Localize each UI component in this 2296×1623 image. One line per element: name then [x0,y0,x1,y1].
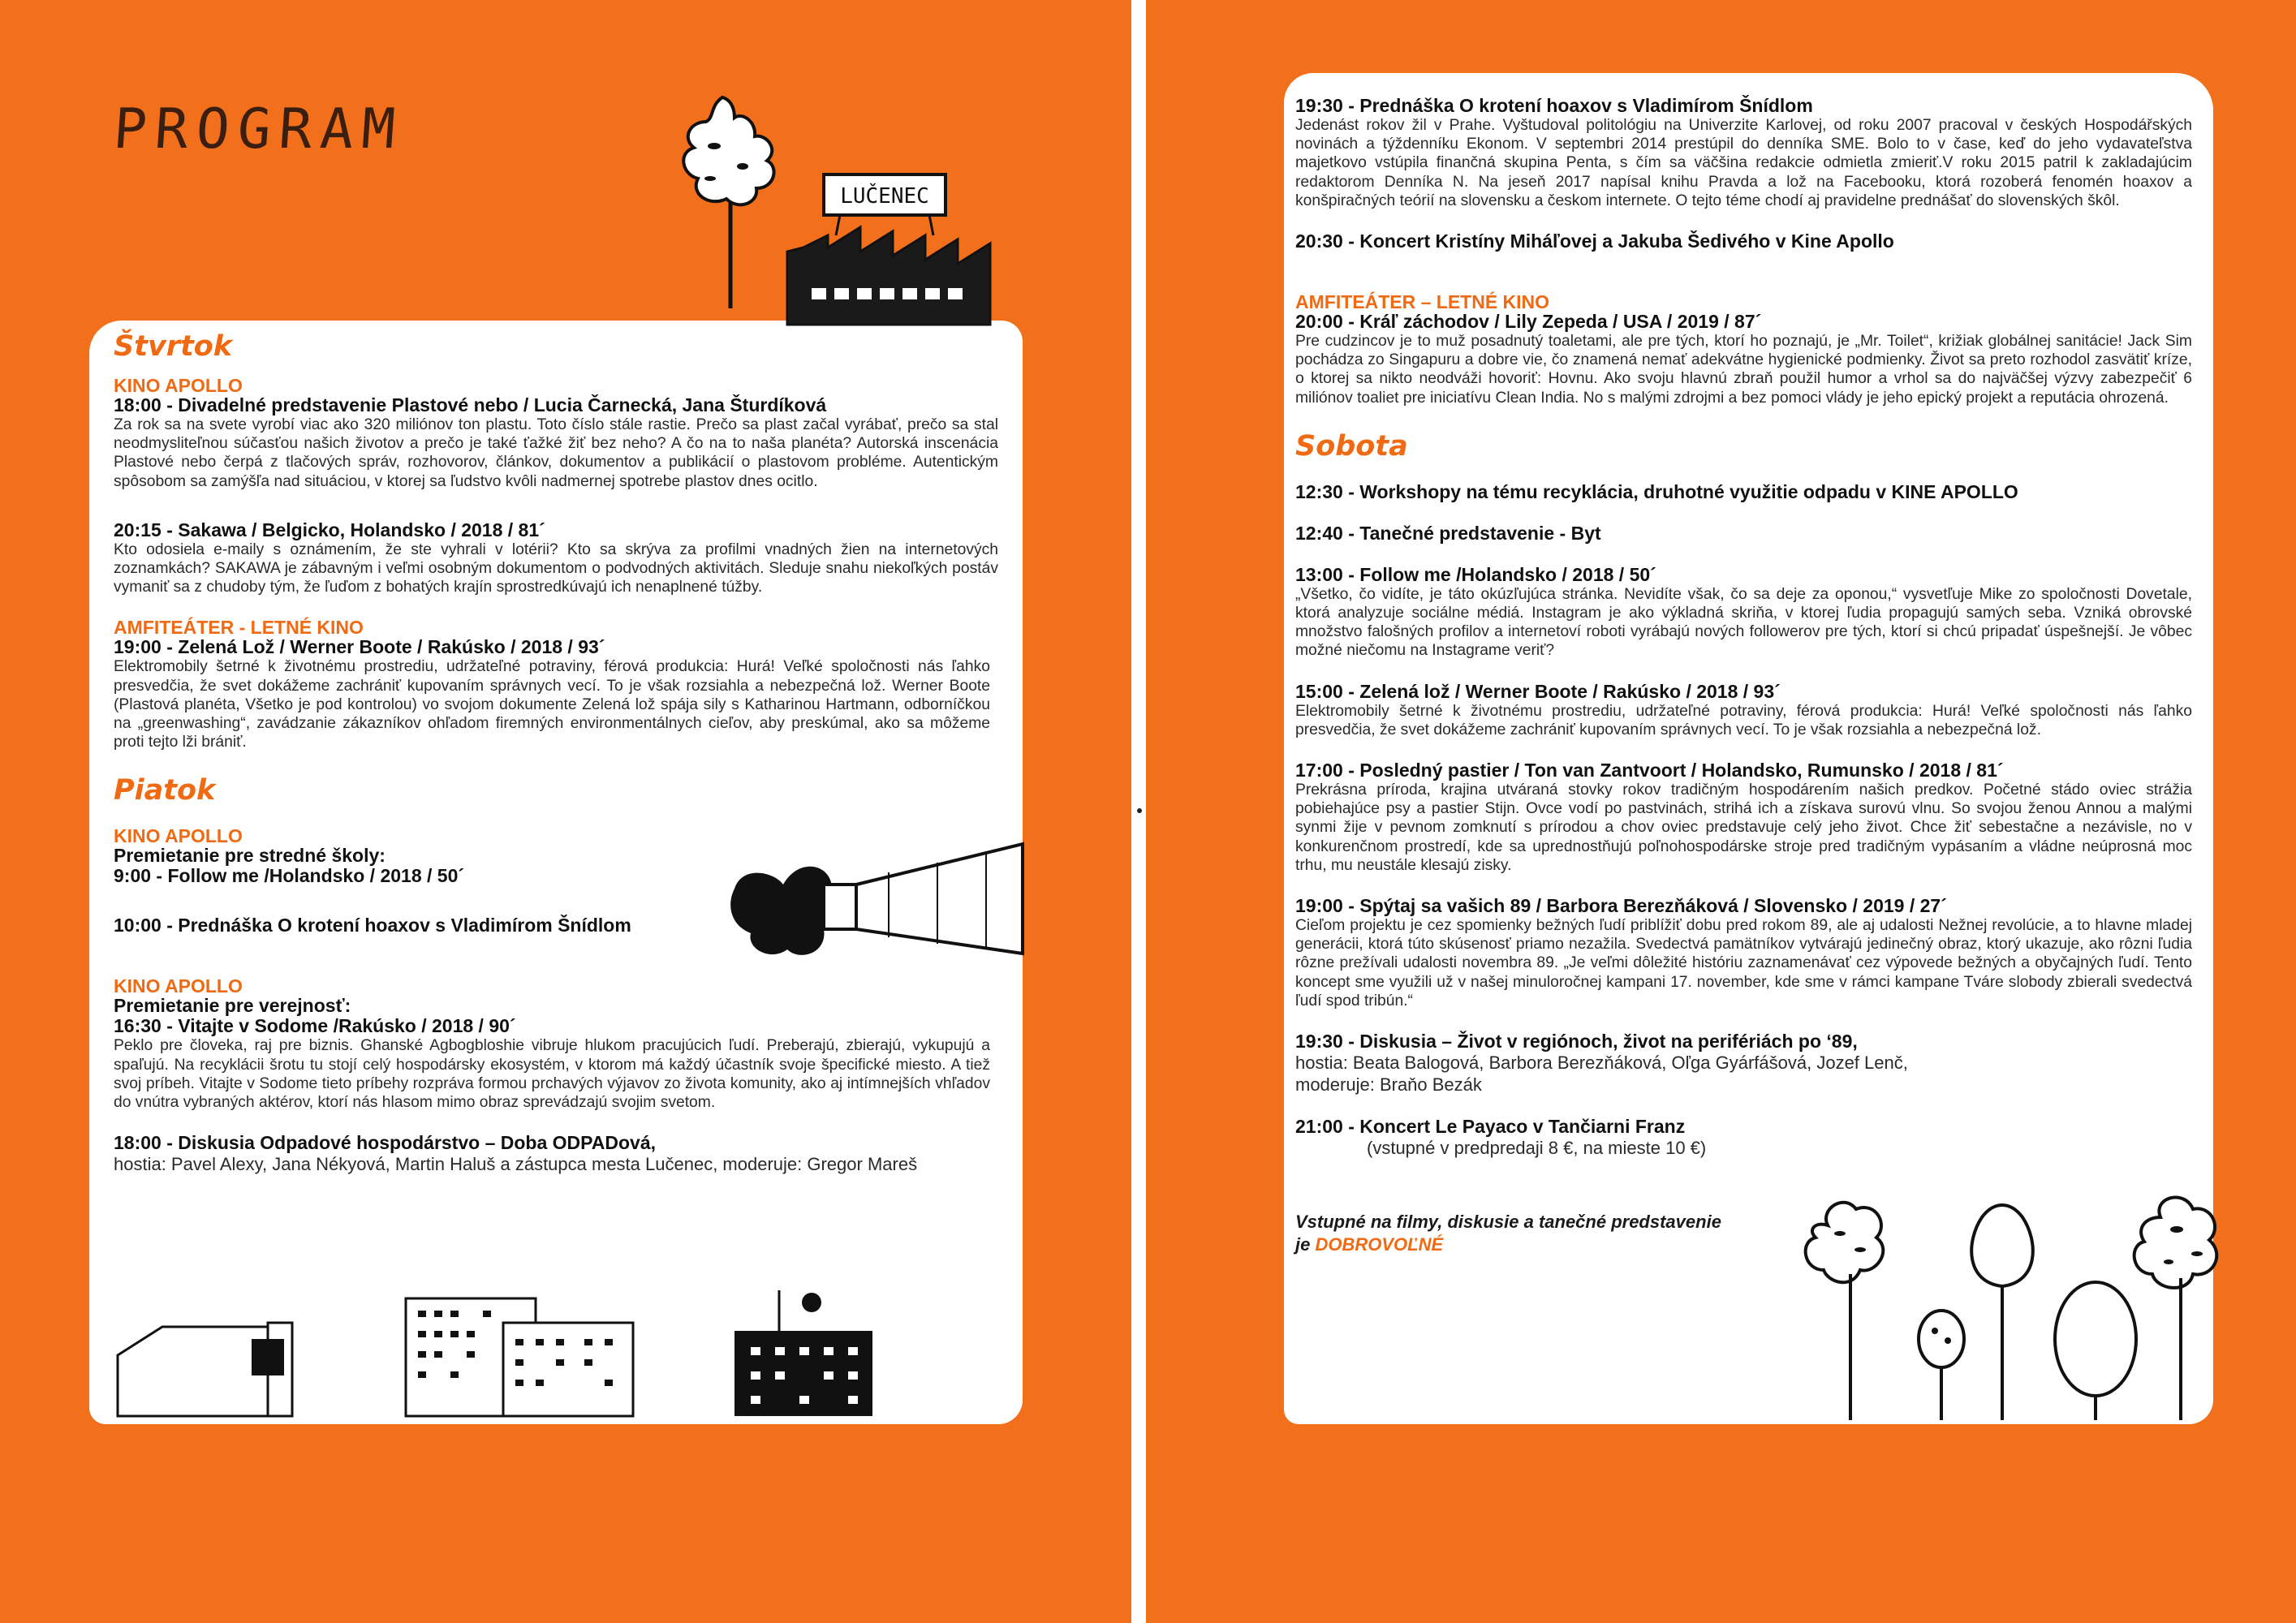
event-description: „Všetko, čo vidíte, je táto okúzľujúca stránka. Nevidíte však, čo sa deje za oponou,“ vysvetľuje Mike zo spoločnosti Dovetale, ktorá analyzuje sociálne médiá. Instagram je ako výkladná skriňa, v ktorej ľudia propagujú samých seba. Vzniká obrovské množstvo falošných profilov a internetoví roboti vyrábajú nových followerov pre tých, ktorí si chcú pripadať úspešnejší. Je vôbec možné niečomu na Instagrame veriť? [1295,585,2192,660]
event-title: 20:15 - Sakawa / Belgicko, Holandsko / 2018 / 81´ [114,519,545,540]
day-heading-thursday: Štvrtok [114,330,233,363]
event-title: 17:00 - Posledný pastier / Ton van Zantvoort / Holandsko, Rumunsko / 2018 / 81´ [1295,760,2004,781]
event-title: 20:00 - Kráľ záchodov / Lily Zepeda / USA / 2019 / 87´ [1295,311,1762,333]
day-heading-saturday: Sobota [1295,429,1408,463]
admission-free-highlight: DOBROVOĽNÉ [1315,1234,1444,1255]
event-subtitle: Premietanie pre stredné školy: [114,845,386,867]
admission-je: je [1295,1234,1311,1255]
event-description: Pre cudzincov je to muž posadnutý toaletami, ale pre tých, ktorí ho poznajú, je „Mr. Toilet“, križiak globálnej sanitácie! Jack Sim pochádza zo Singapuru a dobre vie, čo znamená nemať adekvátne hygienické podmienky. Život sa preto rozhodol zasvätiť kríze, o ktorej sa nikto neodváži hovoriť: Hovnu. Ako svoju hlavnú zbraň použil humor a vrhol sa do najväčšej výzvy zabezpečiť 6 miliónov toaliet pre iniciatívu Clean India. No s malými zdrojmi a bez pomoci vlády je jeho epický projekt a reputácia ohrozená. [1295,333,2192,407]
event-description: Cieľom projektu je cez spomienky bežných ľudí priblížiť dobu pred rokom 89, ale aj udalosti Nežnej revolúcie, a to hlavne mladej generácii, ktorá túto skúsenosť priamo nezažila. Svedectvá pamätníkov vytvárajú jedinečný obraz, ktorý ukazuje, ako rôzni ľudia rôzne prežívali udalosti novembra 89. „Je veľmi dôležité históriu zaznamenávať cez výpovede bežných a obyčajných ľudí. Tento koncept sme využili už v našej minuloročnej kampani 17. november, kde sme v rámci kampane Tváre slobody zbierali svedectvá ľudí spod tribún.“ [1295,917,2192,1010]
separator-dot [1137,808,1142,813]
event-title: 10:00 - Prednáška O krotení hoaxov s Vladimírom Šnídlom [114,915,631,936]
event-title: 19:00 - Zelená Lož / Werner Boote / Rakúsko / 2018 / 93´ [114,636,605,658]
event-title: 19:30 - Prednáška O krotení hoaxov s Vladimírom Šnídlom [1295,95,1813,116]
event-hosts: hostia: Pavel Alexy, Jana Nékyová, Martin Haluš a zástupca mesta Lučenec, moderuje: Gregor Mareš [114,1154,918,1175]
event-description: Peklo pre človeka, raj pre biznis. Ghanské Agbogbloshie vibruje hlukom pracujúcich ľudí. Preberajú, zbierajú, vykupujú a spaľujú. Na recyklácii šrotu tu stojí celý hospodársky ekosystém, v ktorom má každý účastník svoje špecifické miesto. A tiež svoj príbeh. Vitajte v Sodome tieto príbehy rozpráva formou prchavých výjavov zo života komunity, ako aj intímnejších vhľadov do vnútra vybraných aktérov, ktorí nás hlasom mimo obraz sprevádzajú svojim svetom. [114,1037,990,1112]
right-program-content [1295,96,2192,1256]
left-program-content [114,329,998,1175]
event-note: (vstupné v predpredaji 8 €, na mieste 10 €) [1367,1138,1707,1159]
admission-line-2 [1295,1233,1831,1256]
event-title: 19:30 - Diskusia – Život v regiónoch, život na perifériách po ‘89, [1295,1031,1858,1053]
event-title: 15:00 - Zelená lož / Werner Boote / Rakúsko / 2018 / 93´ [1295,680,1781,702]
event-moderator: moderuje: Braňo Bezák [1295,1074,1482,1096]
event-title: 18:00 - Divadelné predstavenie Plastové nebo / Lucia Čarnecká, Jana Šturdíková [114,394,827,415]
day-heading-friday: Piatok [114,774,216,807]
event-description: Jedenást rokov žil v Prahe. Vyštudoval politológiu na Univerzite Karlovej, od roku 2007 pracoval v českých Hospodářských novinách a týždenníku Ekonom. V septembri 2014 prestúpil do denníka SME. Bolo to v čase, keď do jeho vydavateľstva majetkovo vstúpila finančná skupina Penta, s čím sa väčšina redakcie odmietla zmieriť.V roku 2015 patril k zakladajúcim redaktorom Denníka N. Na jeseň 2017 napísal knihu Pravda a lož na Facebooku, ktorá rozoberá fenomén hoaxov a konšpiračných teórií na slovensku a českom internete. O tejto téme chodí aj pravidelne prednášať do slovenských škôl. [1295,117,2192,209]
venue-label: KINO APOLLO [114,825,243,847]
venue-label: KINO APOLLO [114,375,243,396]
event-title: 13:00 - Follow me /Holandsko / 2018 / 50´ [1295,563,1656,585]
event-description: Elektromobily šetrné k životnému prostrediu, udržateľné potraviny, férová produkcia: Hurá! Veľké spoločnosti nás ľahko presvedčia, že svet dokážeme zachrániť kupovaním správnych vecí. To je však rozsiahla a nebezpečná lož. Werner Boote (Plastová planéta, Všetko je pod kontrolou) vo svojom dokumente Zelená lož spája sily s Katharinou Hartmann, odborníčkou na „greenwashing“, zavádzanie zákazníkov ohľadom firemných environmentálnych cieľov, aby preskúmal, ako sa môžeme proti tejto lži brániť. [114,658,990,751]
admission-line-1: Vstupné na filmy, diskusie a tanečné predstavenie [1295,1212,1721,1233]
venue-label: KINO APOLLO [114,975,243,997]
event-title: 19:00 - Spýtaj sa vašich 89 / Barbora Berezňáková / Slovensko / 2019 / 27´ [1295,895,1947,917]
event-description: Prekrásna príroda, krajina utváraná stovky rokov tradičným hospodárením našich predkov. Početné stádo oviec strážia pobiehajúce psy a pastier Stijn. Ovce vodí po pastvinách, strihá ich a získava surovú vlnu. So svojou ženou Annou a malými synmi žije v pevnom zomknutí s prírodou a chov oviec predstavuje celý jeho život. Chce žiť sebestačne a nezávisle, no v konkurenčnom prostredí, kde sa uprednostňujú poľnohospodárske stroje pred tradičným vypásaním a vládne neúprosná moc trhu, mu neustále klesajú zisky. [1295,781,2192,874]
event-description: Za rok sa na svete vyrobí viac ako 320 miliónov ton plastu. Toto číslo stále rastie. Prečo sa plast začal vyrábať, prečo sa stal neodmysliteľnou súčasťou našich životov a prečo je také ťažké žiť bez neho? A čo na to naša planéta? Autorská inscenácia Plastové nebo čerpá z tlačových správ, rozhovorov, článkov, dokumentov a publikácií o plastovom probléme. Autentickým spôsobom sa zamýšľa nad situáciou, v ktorej sa ľudstvo kvôli nadmernej spotrebe plastov dnes ocitlo. [114,416,998,490]
event-title: 20:30 - Koncert Kristíny Miháľovej a Jakuba Šedivého v Kine Apollo [1295,230,1894,252]
event-title: 9:00 - Follow me /Holandsko / 2018 / 50´ [114,865,465,887]
event-description: Elektromobily šetrné k životnému prostrediu, udržateľné potraviny, férová produkcia: Hurá! Veľké spoločnosti nás ľahko presvedčia, že svet dokážeme zachrániť kupovaním správnych vecí. To je však rozsiahla a nebezpečná lož. [1295,702,2192,738]
event-subtitle: Premietanie pre verejnosť: [114,995,351,1017]
event-title: 12:40 - Tanečné predstavenie - Byt [1295,522,1601,544]
venue-label: AMFITEÁTER - LETNÉ KINO [114,617,364,639]
event-title: 12:30 - Workshopy na tému recyklácia, druhotné využitie odpadu v KINE APOLLO [1295,480,2018,502]
program-title: PROGRAM [111,97,406,161]
event-title: 18:00 - Diskusia Odpadové hospodárstvo – Doba ODPADová, [114,1132,657,1154]
lucenec-sign: LUČENEC [840,184,929,209]
event-title: 21:00 - Koncert Le Payaco v Tančiarni Franz [1295,1116,1686,1138]
admission-note [1295,1211,1831,1256]
event-description: Kto odosiela e-maily s oznámením, že ste vyhrali v lotérii? Kto sa skrýva za profilmi vnadných žien na internetových zoznamkách? SAKAWA je zábavným i veľmi osobným dokumentom o podvodných aktivitách. Sleduje snahu niekoľkých postáv vymaniť sa z chudoby tým, že ľuďom z bohatých krajín sprostredkúvajú ich nenaplnené túžby. [114,540,998,596]
event-hosts: hostia: Beata Balogová, Barbora Berezňáková, Oľga Gyárfášová, Jozef Lenč, [1295,1053,1908,1074]
venue-label: AMFITEÁTER – LETNÉ KINO [1295,291,1550,313]
event-title: 16:30 - Vitajte v Sodome /Rakúsko / 2018 / 90´ [114,1015,516,1037]
city-buildings-illustration [114,1282,998,1420]
tree-factory-illustration [666,89,1014,333]
